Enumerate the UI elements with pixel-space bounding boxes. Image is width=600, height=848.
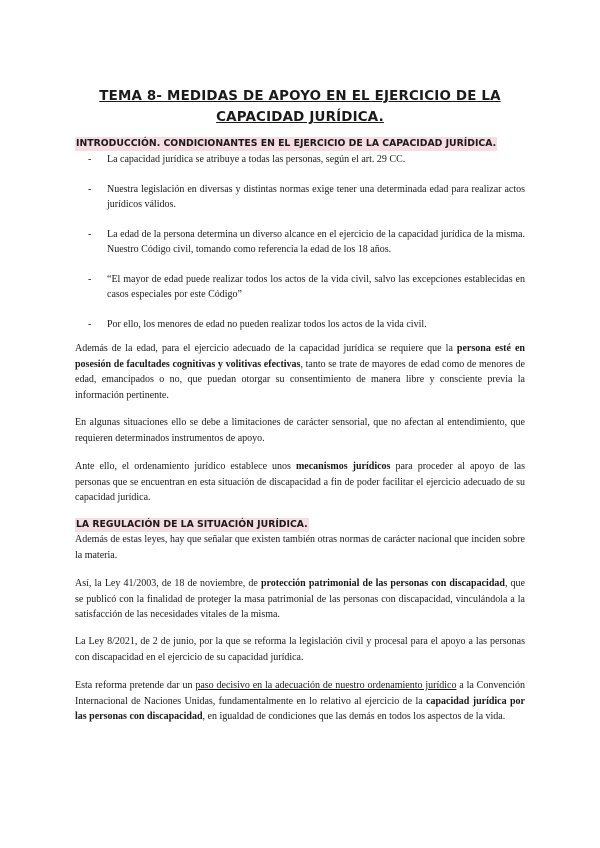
paragraph-mecanismos: Ante ello, el ordenamiento jurídico establece unos mecanismos jurídicos para proceder al apoyo de las personas que se encuentran en esta situación de discapacidad a fin de poder facilitar el ejercicio adecuado de su capacidad jurídica. [75,461,525,503]
underlined-phrase: paso decisivo en la adecuación de nuestro ordenamiento jurídico [195,680,457,691]
paragraph-reforma: Esta reforma pretende dar un paso decisivo en la adecuación de nuestro ordenamiento jurídico a la Convención Internacional de Naciones Unidas, fundamentalmente en lo relativo al ejercicio de la capacidad jurídica por las personas con discapacidad, en igualdad de condiciones que las demás en todos los aspectos de la vida. [75,680,525,722]
list-item: - La edad de la persona determina un diverso alcance en el ejercicio de la capacidad jurídica de la misma. Nuestro Código civil, tomando como referencia la edad de los 18 años. [88,229,525,255]
bullet-dash: - [88,319,92,330]
paragraph-limitaciones: En algunas situaciones ello se debe a limitaciones de carácter sensorial, que no afectan al entendimiento, que requieren determinados instrumentos de apoyo. [75,417,525,444]
list-item: - Nuestra legislación en diversas y distintas normas exige tener una determinada edad para realizar actos jurídicos válidos. [88,184,525,210]
bold-phrase: mecanismos jurídicos [295,461,391,472]
bullet-dash: - [88,154,92,165]
page-title: TEMA 8- MEDIDAS DE APOYO EN EL EJERCICIO DE LA CAPACIDAD JURÍDICA. [99,89,501,125]
paragraph-facultades: Además de la edad, para el ejercicio adecuado de la capacidad jurídica se requiere que la persona esté en posesión de facultades cognitivas y volitivas efectivas, tanto se trate de mayores de edad como de menores de edad, emancipados o no, que puedan otorgar su consentimiento de manera libre y consciente previa la información pertinente. [75,343,525,401]
section-heading-introduccion: INTRODUCCIÓN. CONDICIONANTES EN EL EJERCICIO DE LA CAPACIDAD JURÍDICA. [76,138,497,149]
bold-phrase: capacidad jurídica por las personas con discapacidad [75,695,525,722]
paragraph-ley-8-2021: La Ley 8/2021, de 2 de junio, por la que se reforma la legislación civil y procesal para el apoyo a las personas con discapacidad en el ejercicio de su capacidad jurídica. [75,636,525,663]
bold-phrase: persona esté en posesión de facultades cognitivas y volitivas efectivas [75,343,525,370]
bullet-dash: - [88,229,92,240]
bullet-dash: - [88,184,92,195]
bold-phrase: protección patrimonial de las personas con discapacidad [260,578,505,589]
list-item: - Por ello, los menores de edad no pueden realizar todos los actos de la vida civil. [88,319,427,330]
bullet-list [75,152,525,347]
section-heading-regulacion: LA REGULACIÓN DE LA SITUACIÓN JURÍDICA. [76,519,308,530]
list-item: - La capacidad jurídica se atribuye a todas las personas, según el art. 29 CC. [88,154,406,165]
bullet-dash: - [88,274,92,285]
paragraph-otras-normas: Además de estas leyes, hay que señalar que existen también otras normas de carácter nacional que inciden sobre la materia. [75,534,525,561]
list-item: - “El mayor de edad puede realizar todos los actos de la vida civil, salvo las excepciones establecidas en casos especiales por este Código” [88,274,525,300]
paragraph-ley-41-2003: Así, la Ley 41/2003, de 18 de noviembre, de protección patrimonial de las personas con discapacidad, que se publicó con la finalidad de proteger la masa patrimonial de las personas con discapacidad, vinculándola a la satisfacción de las necesidades vitales de la misma. [75,578,525,620]
